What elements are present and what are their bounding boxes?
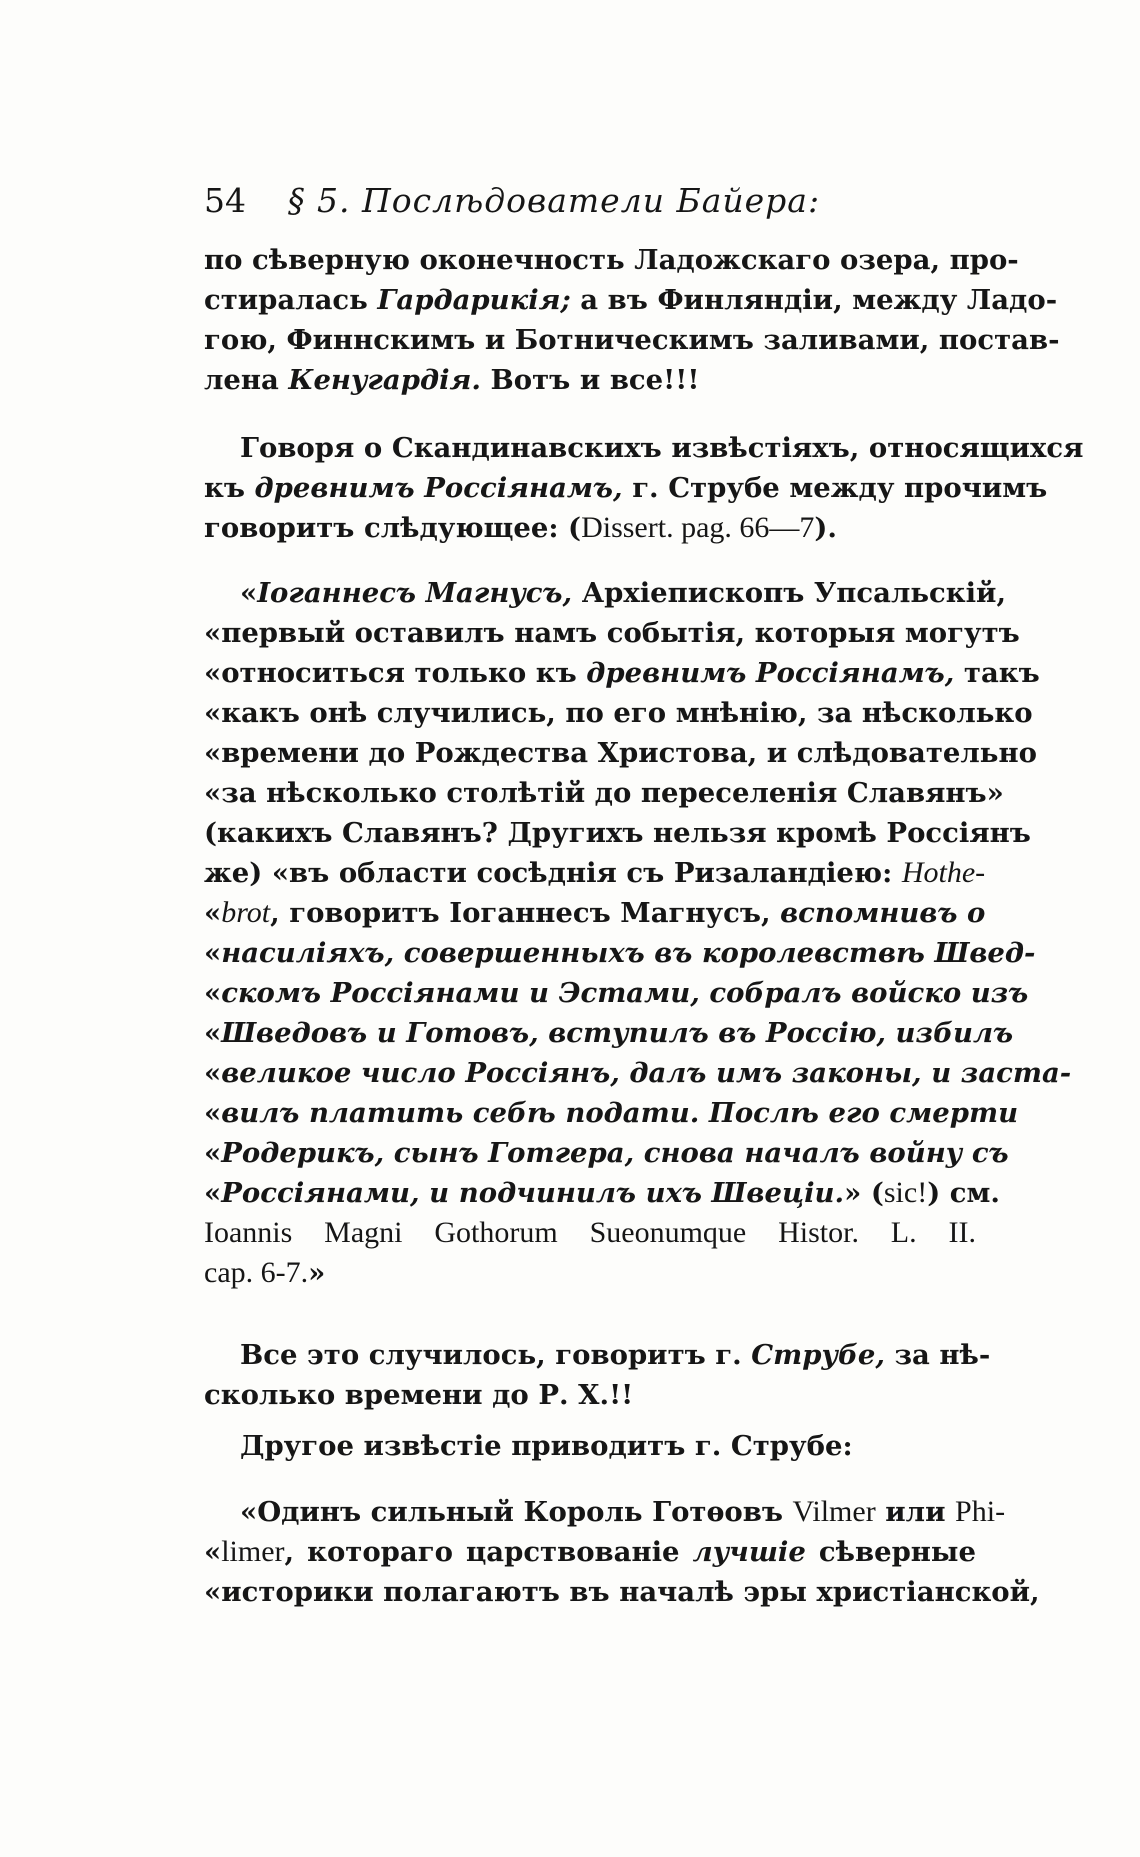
text-run: limer xyxy=(221,1535,285,1568)
text-run: « xyxy=(204,897,222,929)
text-run: « xyxy=(204,1177,222,1209)
text-run: brot xyxy=(221,896,271,929)
text-run: Vilmer xyxy=(792,1495,876,1528)
text-run: древнимъ Россіянамъ, xyxy=(254,472,623,504)
text-run: ) см. xyxy=(927,1177,1000,1209)
text-run: « xyxy=(204,1137,222,1169)
paragraph xyxy=(204,1335,991,1415)
text-run: Шведовъ и Готовъ, вступилъ въ Россію, избилъ xyxy=(221,1017,1014,1049)
text-run: «какъ онѣ случились, по его мнѣнію, за нѣсколько xyxy=(204,697,1033,729)
text-line xyxy=(204,653,1040,693)
text-line xyxy=(204,933,1036,973)
text-line xyxy=(204,1093,1019,1133)
text-run: вилъ платить себѣ подати. Послѣ его смерти xyxy=(221,1097,1019,1129)
paragraph xyxy=(204,1426,976,1466)
text-line xyxy=(204,1133,1009,1173)
text-run: Phi- xyxy=(955,1495,1006,1528)
text-run: , говоритъ Іоганнесъ Магнусъ, xyxy=(270,897,781,929)
text-line xyxy=(204,428,1084,468)
text-line xyxy=(204,1532,976,1572)
text-line xyxy=(204,1213,976,1253)
text-run: (какихъ Славянъ? Другихъ нельзя кромѣ Россіянъ xyxy=(204,817,1031,849)
text-run: вспомнивъ о xyxy=(780,897,986,929)
text-line xyxy=(204,733,1037,773)
text-run: Кенугардія. xyxy=(288,364,481,396)
text-run: Архіепископъ Упсальскій, xyxy=(572,577,1007,609)
quotation-paragraph xyxy=(204,1492,1040,1612)
text-line xyxy=(204,1492,1006,1532)
text-run: «историки полагаютъ въ началѣ эры христіанской, xyxy=(204,1576,1040,1608)
text-line xyxy=(204,813,1031,853)
text-run: Говоря о Скандинавскихъ извѣстіяхъ, относящихся xyxy=(240,432,1084,464)
text-run: «за нѣсколько столѣтій до переселенія Славянъ» xyxy=(204,777,1004,809)
paragraph xyxy=(204,240,1060,400)
text-run: говоритъ слѣдующее: ( xyxy=(204,512,582,544)
text-line xyxy=(204,468,1048,508)
text-run: же) «въ области сосѣднія съ Ризаландіею: xyxy=(204,857,902,889)
text-run: древнимъ Россіянамъ, xyxy=(586,657,955,689)
text-run: « xyxy=(204,1536,222,1568)
text-run: насиліяхъ, совершенныхъ въ королевствѣ Швед- xyxy=(221,937,1036,969)
text-run: скомъ Россіянами и Эстами, собралъ войско изъ xyxy=(221,977,1029,1009)
text-run: Струбе, xyxy=(751,1339,885,1371)
text-line xyxy=(204,573,1007,613)
text-run: Гардарикія; xyxy=(377,284,571,316)
text-run: Ioannis Magni Gothorum Sueonumque Histor. L. II. xyxy=(204,1216,976,1249)
text-line xyxy=(204,240,1019,280)
text-line xyxy=(204,1013,1014,1053)
text-run: « xyxy=(204,1017,222,1049)
text-run: лена xyxy=(204,364,289,396)
quotation-paragraph xyxy=(204,573,1072,1293)
text-line xyxy=(204,1173,1000,1213)
text-run: по сѣверную оконечность Ладожскаго озера, про- xyxy=(204,244,1019,276)
text-run: «относиться только къ xyxy=(204,657,587,689)
text-run: «времени до Рождества Христова, и слѣдовательно xyxy=(204,737,1037,769)
text-run: « xyxy=(204,977,222,1009)
text-line xyxy=(204,1572,1040,1612)
text-run: сколько времени до Р. Х.!! xyxy=(204,1379,634,1411)
text-line xyxy=(204,893,986,933)
page-number: 54 xyxy=(204,181,246,220)
text-run: Вотъ и все!!! xyxy=(480,364,700,396)
text-run: » xyxy=(308,1257,326,1289)
text-line xyxy=(204,320,1060,360)
text-run: «Одинъ сильный Король Готѳовъ xyxy=(240,1496,793,1528)
text-line xyxy=(204,360,976,400)
text-run: » ( xyxy=(844,1177,884,1209)
text-run: гою, Финнскимъ и Ботническимъ заливами, постав- xyxy=(204,324,1060,356)
text-line xyxy=(204,1375,976,1415)
text-run: за нѣ- xyxy=(884,1339,991,1371)
text-line xyxy=(204,1335,991,1375)
text-run: «первый оставилъ намъ событія, которыя могутъ xyxy=(204,617,1020,649)
text-run: или xyxy=(875,1496,956,1528)
text-line xyxy=(204,280,1058,320)
text-line xyxy=(204,613,1020,653)
text-line xyxy=(204,1426,976,1466)
text-line xyxy=(204,853,986,893)
text-run: Dissert. pag. 66—7 xyxy=(581,511,815,544)
text-run: Все это случилось, говоритъ г. xyxy=(240,1339,752,1371)
text-run: а въ Финляндіи, между Ладо- xyxy=(570,284,1058,316)
text-run: Другое извѣстіе приводитъ г. Струбе: xyxy=(240,1430,853,1462)
text-run: Россіянами, и подчинилъ ихъ Швеціи. xyxy=(221,1177,845,1209)
text-run: « xyxy=(204,1097,222,1129)
text-run: г. Струбе между прочимъ xyxy=(622,472,1048,504)
text-run: sic! xyxy=(883,1176,928,1209)
text-run: къ xyxy=(204,472,255,504)
text-run: Hothe- xyxy=(901,856,986,889)
text-run: сѣверные xyxy=(805,1536,976,1568)
running-header xyxy=(204,176,984,226)
text-run: « xyxy=(204,937,222,969)
text-line xyxy=(204,1253,976,1293)
text-run: лучшіе xyxy=(692,1536,806,1568)
text-run: такъ xyxy=(954,657,1040,689)
text-run: « xyxy=(240,577,258,609)
text-line xyxy=(204,773,1004,813)
text-line xyxy=(204,973,1029,1013)
text-run: ). xyxy=(814,512,837,544)
text-run: стиралась xyxy=(204,284,378,316)
text-line xyxy=(204,693,1033,733)
text-line xyxy=(204,1053,1072,1093)
text-run: « xyxy=(204,1057,222,1089)
paragraph xyxy=(204,428,1084,548)
text-run: , котораго царствованіе xyxy=(284,1536,693,1568)
text-run: великое число Россіянъ, далъ имъ законы, и заста- xyxy=(221,1057,1072,1089)
text-run: Іоганнесъ Магнусъ, xyxy=(257,577,573,609)
text-line xyxy=(204,508,976,548)
text-run: Родерикъ, сынъ Готгера, снова началъ войну съ xyxy=(221,1137,1009,1169)
text-run: cap. 6-7. xyxy=(204,1256,309,1289)
chapter-title: § 5. Послѣдователи Байера: xyxy=(288,181,821,220)
